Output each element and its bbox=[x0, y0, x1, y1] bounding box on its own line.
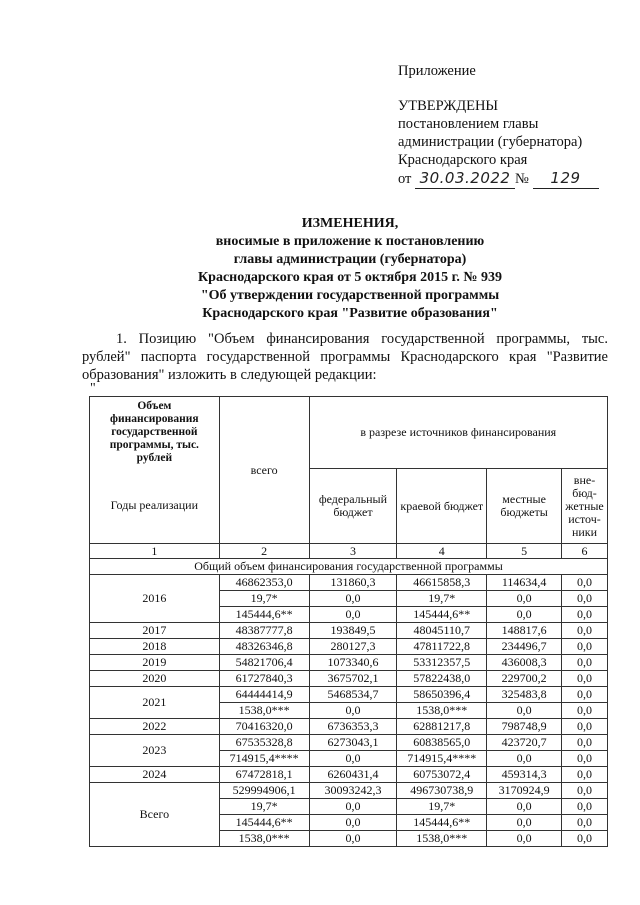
value-cell: 64444414,9 bbox=[219, 687, 309, 703]
col-number: 3 bbox=[309, 544, 397, 559]
title-line: главы администрации (губернатора) bbox=[233, 252, 467, 267]
value-cell: 145444,6** bbox=[219, 607, 309, 623]
value-cell: 60753072,4 bbox=[397, 767, 487, 783]
value-cell: 0,0 bbox=[562, 751, 608, 767]
value-cell: 0,0 bbox=[309, 703, 397, 719]
value-cell: 0,0 bbox=[562, 767, 608, 783]
value-cell: 0,0 bbox=[487, 751, 562, 767]
value-cell: 54821706,4 bbox=[219, 655, 309, 671]
value-cell: 19,7* bbox=[397, 799, 487, 815]
value-cell: 529994906,1 bbox=[219, 783, 309, 799]
approved-line: администрации (губернатора) bbox=[398, 134, 583, 150]
value-cell: 6736353,3 bbox=[309, 719, 397, 735]
value-cell: 459314,3 bbox=[487, 767, 562, 783]
value-cell: 0,0 bbox=[487, 591, 562, 607]
value-cell: 6273043,1 bbox=[309, 735, 397, 751]
paragraph-text: 1. Позицию "Объем финансирования государственной программы, тыс. рублей" паспорта государственной программы Краснодарского края "Развитие образования" изложить в следующей редакции: bbox=[82, 331, 608, 383]
financing-table bbox=[89, 396, 608, 847]
value-cell: 1538,0*** bbox=[397, 703, 487, 719]
document-title bbox=[60, 215, 640, 323]
header-volume: Объем финансирования государственной программы, тыс. рублей bbox=[90, 397, 220, 469]
table-row bbox=[90, 639, 608, 655]
value-cell: 148817,6 bbox=[487, 623, 562, 639]
year-cell: 2023 bbox=[90, 735, 220, 767]
date-field bbox=[415, 169, 515, 189]
value-cell: 0,0 bbox=[562, 607, 608, 623]
value-cell: 0,0 bbox=[562, 671, 608, 687]
value-cell: 62881217,8 bbox=[397, 719, 487, 735]
appendix-label: Приложение bbox=[398, 63, 476, 79]
value-cell: 53312357,5 bbox=[397, 655, 487, 671]
value-cell: 0,0 bbox=[309, 607, 397, 623]
col-number: 5 bbox=[487, 544, 562, 559]
year-cell: 2022 bbox=[90, 719, 220, 735]
value-cell: 0,0 bbox=[562, 591, 608, 607]
section-title: Общий объем финансирования государственной программы bbox=[90, 559, 608, 575]
year-cell: 2016 bbox=[90, 575, 220, 623]
table-row bbox=[90, 783, 608, 799]
year-cell: 2018 bbox=[90, 639, 220, 655]
value-cell: 0,0 bbox=[562, 719, 608, 735]
value-cell: 798748,9 bbox=[487, 719, 562, 735]
value-cell: 0,0 bbox=[309, 591, 397, 607]
value-cell: 0,0 bbox=[562, 639, 608, 655]
approval-date-line bbox=[398, 169, 599, 189]
value-cell: 229700,2 bbox=[487, 671, 562, 687]
header-regional: краевой бюджет bbox=[397, 469, 487, 544]
value-cell: 3675702,1 bbox=[309, 671, 397, 687]
value-cell: 58650396,4 bbox=[397, 687, 487, 703]
number-field bbox=[533, 169, 599, 189]
col-number: 6 bbox=[562, 544, 608, 559]
value-cell: 60838565,0 bbox=[397, 735, 487, 751]
value-cell: 0,0 bbox=[562, 687, 608, 703]
title-line: вносимые в приложение к постановлению bbox=[215, 234, 485, 249]
value-cell: 1538,0*** bbox=[219, 831, 309, 847]
value-cell: 714915,4**** bbox=[219, 751, 309, 767]
value-cell: 234496,7 bbox=[487, 639, 562, 655]
value-cell: 70416320,0 bbox=[219, 719, 309, 735]
value-cell: 48326346,8 bbox=[219, 639, 309, 655]
year-cell: Всего bbox=[90, 783, 220, 847]
value-cell: 423720,7 bbox=[487, 735, 562, 751]
table-row bbox=[90, 575, 608, 591]
value-cell: 46615858,3 bbox=[397, 575, 487, 591]
header-local: местные бюджеты bbox=[487, 469, 562, 544]
handwritten-number: 129 bbox=[550, 169, 581, 187]
approved-title: УТВЕРЖДЕНЫ bbox=[398, 98, 499, 114]
year-cell: 2020 bbox=[90, 671, 220, 687]
header-years: Годы реализации bbox=[90, 469, 220, 544]
table-row bbox=[90, 671, 608, 687]
value-cell: 1073340,6 bbox=[309, 655, 397, 671]
value-cell: 46862353,0 bbox=[219, 575, 309, 591]
value-cell: 48387777,8 bbox=[219, 623, 309, 639]
title-line: ИЗМЕНЕНИЯ, bbox=[301, 216, 399, 231]
value-cell: 0,0 bbox=[487, 831, 562, 847]
value-cell: 145444,6** bbox=[397, 607, 487, 623]
value-cell: 48045110,7 bbox=[397, 623, 487, 639]
from-prefix: от bbox=[398, 171, 412, 187]
value-cell: 0,0 bbox=[562, 799, 608, 815]
value-cell: 5468534,7 bbox=[309, 687, 397, 703]
number-prefix: № bbox=[515, 171, 529, 187]
value-cell: 496730738,9 bbox=[397, 783, 487, 799]
value-cell: 0,0 bbox=[487, 799, 562, 815]
value-cell: 67535328,8 bbox=[219, 735, 309, 751]
value-cell: 67472818,1 bbox=[219, 767, 309, 783]
value-cell: 0,0 bbox=[562, 655, 608, 671]
value-cell: 714915,4**** bbox=[397, 751, 487, 767]
value-cell: 0,0 bbox=[562, 831, 608, 847]
value-cell: 114634,4 bbox=[487, 575, 562, 591]
approved-line: постановлением главы bbox=[398, 116, 539, 132]
value-cell: 3170924,9 bbox=[487, 783, 562, 799]
header-sources: в разрезе источников финансирования bbox=[309, 397, 607, 469]
value-cell: 19,7* bbox=[219, 799, 309, 815]
value-cell: 0,0 bbox=[562, 815, 608, 831]
approved-line: Краснодарского края bbox=[398, 152, 528, 168]
body-paragraph bbox=[82, 330, 608, 384]
value-cell: 0,0 bbox=[487, 703, 562, 719]
value-cell: 0,0 bbox=[562, 623, 608, 639]
value-cell: 0,0 bbox=[487, 607, 562, 623]
table-row bbox=[90, 655, 608, 671]
title-line: "Об утверждении государственной программы bbox=[200, 288, 500, 303]
value-cell: 0,0 bbox=[309, 751, 397, 767]
value-cell: 0,0 bbox=[562, 703, 608, 719]
header-offbudget: вне-бюд-жетные источ-ники bbox=[562, 469, 608, 544]
value-cell: 0,0 bbox=[309, 831, 397, 847]
value-cell: 145444,6** bbox=[397, 815, 487, 831]
value-cell: 1538,0*** bbox=[219, 703, 309, 719]
value-cell: 280127,3 bbox=[309, 639, 397, 655]
table-row bbox=[90, 623, 608, 639]
value-cell: 57822438,0 bbox=[397, 671, 487, 687]
approval-block bbox=[398, 97, 599, 189]
value-cell: 19,7* bbox=[219, 591, 309, 607]
financing-table-body bbox=[90, 397, 608, 847]
value-cell: 0,0 bbox=[562, 783, 608, 799]
header-federal: федеральный бюджет bbox=[309, 469, 397, 544]
handwritten-date: 30.03.2022 bbox=[419, 169, 511, 187]
table-row bbox=[90, 735, 608, 751]
header-total: всего bbox=[219, 397, 309, 544]
value-cell: 19,7* bbox=[397, 591, 487, 607]
col-number: 4 bbox=[397, 544, 487, 559]
table-row bbox=[90, 719, 608, 735]
value-cell: 0,0 bbox=[487, 815, 562, 831]
value-cell: 6260431,4 bbox=[309, 767, 397, 783]
year-cell: 2024 bbox=[90, 767, 220, 783]
table-row bbox=[90, 687, 608, 703]
value-cell: 325483,8 bbox=[487, 687, 562, 703]
year-cell: 2019 bbox=[90, 655, 220, 671]
title-line: Краснодарского края от 5 октября 2015 г. № 939 bbox=[198, 270, 502, 285]
value-cell: 131860,3 bbox=[309, 575, 397, 591]
value-cell: 61727840,3 bbox=[219, 671, 309, 687]
col-number: 1 bbox=[90, 544, 220, 559]
value-cell: 0,0 bbox=[562, 575, 608, 591]
value-cell: 436008,3 bbox=[487, 655, 562, 671]
title-line: Краснодарского края "Развитие образования" bbox=[202, 306, 498, 321]
year-cell: 2021 bbox=[90, 687, 220, 719]
value-cell: 47811722,8 bbox=[397, 639, 487, 655]
col-number: 2 bbox=[219, 544, 309, 559]
opening-quote: " bbox=[90, 381, 96, 396]
value-cell: 145444,6** bbox=[219, 815, 309, 831]
value-cell: 1538,0*** bbox=[397, 831, 487, 847]
value-cell: 193849,5 bbox=[309, 623, 397, 639]
table-row bbox=[90, 767, 608, 783]
value-cell: 0,0 bbox=[309, 799, 397, 815]
year-cell: 2017 bbox=[90, 623, 220, 639]
value-cell: 0,0 bbox=[309, 815, 397, 831]
value-cell: 30093242,3 bbox=[309, 783, 397, 799]
value-cell: 0,0 bbox=[562, 735, 608, 751]
